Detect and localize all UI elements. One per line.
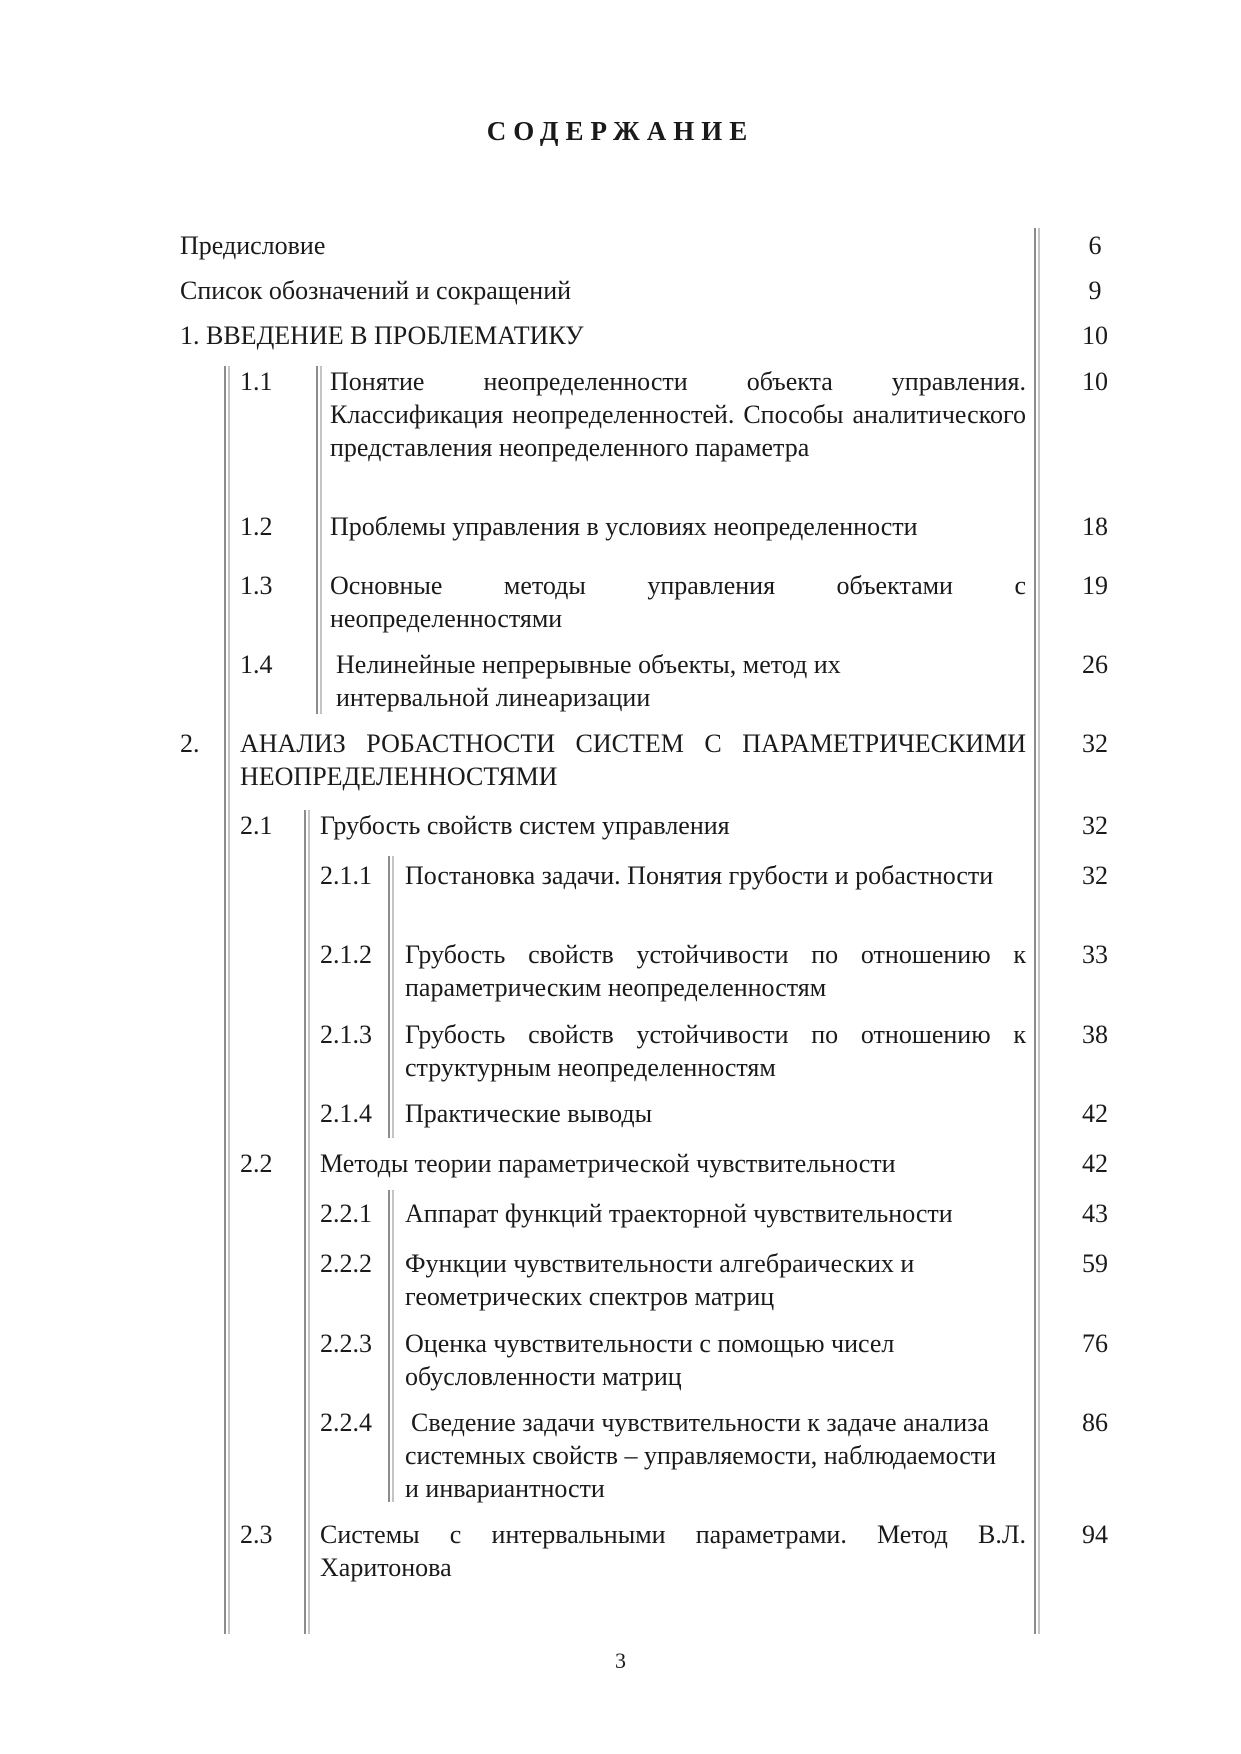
toc-entry-number: 2. xyxy=(180,729,200,758)
toc-entry-page: 18 xyxy=(1082,512,1108,541)
toc-entry-text: Основные методы управления объектами с неопределенностями xyxy=(330,571,1026,633)
toc-entry-number: 2.2.2 xyxy=(320,1249,372,1278)
toc-entry-page: 38 xyxy=(1082,1020,1108,1049)
toc-entry-page: 76 xyxy=(1082,1329,1108,1358)
toc-entry-text: Грубость свойств систем управления xyxy=(320,811,730,840)
toc-entry-text: Аппарат функций траекторной чувствительности xyxy=(405,1199,953,1228)
toc-entry-page: 33 xyxy=(1082,940,1108,969)
toc-entry-text: 1. ВВЕДЕНИЕ В ПРОБЛЕМАТИКУ xyxy=(180,321,584,350)
toc-entry-text: Системы с интервальными параметрами. Метод В.Л. Харитонова xyxy=(320,1520,1026,1582)
toc-entry-page: 32 xyxy=(1082,729,1108,758)
toc-entry-page: 9 xyxy=(1088,276,1102,305)
toc-entry-number: 2.1 xyxy=(240,811,273,840)
toc-entry-page: 32 xyxy=(1082,811,1108,840)
toc-entry-number: 2.2 xyxy=(240,1149,273,1178)
toc-entry-number: 2.3 xyxy=(240,1520,273,1549)
toc-entry-text: Проблемы управления в условиях неопределенности xyxy=(330,512,918,541)
toc-entry-number: 1.1 xyxy=(240,367,273,396)
level2-rule-upper xyxy=(316,366,318,714)
toc-entry-text: Практические выводы xyxy=(405,1099,653,1128)
toc-entry-page: 86 xyxy=(1082,1408,1108,1437)
toc-entry-number: 2.2.1 xyxy=(320,1199,372,1228)
toc-entry-text: Функции чувствительности алгебраических и геометрических спектров матриц xyxy=(405,1249,915,1311)
page-number: 3 xyxy=(615,1648,626,1673)
toc-entry-text: АНАЛИЗ РОБАСТНОСТИ СИСТЕМ С ПАРАМЕТРИЧЕСКИМИ НЕОПРЕДЕЛЕННОСТЯМИ xyxy=(240,729,1026,791)
level2-rule-lower xyxy=(304,810,306,1634)
toc-entry-page: 19 xyxy=(1082,571,1108,600)
toc-entry-page: 10 xyxy=(1082,321,1108,350)
level3-rule-a xyxy=(388,856,390,1138)
toc-entry-text: Методы теории параметрической чувствительности xyxy=(320,1149,896,1178)
toc-entry-number: 2.2.3 xyxy=(320,1329,372,1358)
page-column-rule xyxy=(1034,228,1036,1634)
toc-entry-number: 2.1.3 xyxy=(320,1020,372,1049)
toc-entry-number: 1.2 xyxy=(240,512,273,541)
toc-entry-page: 6 xyxy=(1088,231,1102,260)
toc-entry-page: 26 xyxy=(1082,650,1108,679)
page-title: СОДЕРЖАНИЕ xyxy=(486,116,755,146)
toc-entry-text: Оценка чувствительности с помощью чисел обусловленности матриц xyxy=(405,1329,895,1391)
toc-entry-page: 94 xyxy=(1082,1520,1108,1549)
toc-entry-page: 59 xyxy=(1082,1249,1108,1278)
toc-entry-number: 2.1.2 xyxy=(320,940,372,969)
toc-entry-number: 1.3 xyxy=(240,571,273,600)
toc-entry-text: Понятие неопределенности объекта управления. Классификация неопределенностей. Способы аналитического представления неопределенного параметра xyxy=(330,367,1026,462)
toc-entry-page: 42 xyxy=(1082,1099,1108,1128)
toc-entry-page: 42 xyxy=(1082,1149,1108,1178)
toc-entry-page: 10 xyxy=(1082,367,1108,396)
toc-entry-text: Грубость свойств устойчивости по отношению к параметрическим неопределенностям xyxy=(405,940,1026,1002)
toc-entry-text: Сведение задачи чувствительности к задаче анализа системных свойств – управляемости, наблюдаемости и инвариантности xyxy=(405,1408,997,1503)
toc-entry-text: Постановка задачи. Понятия грубости и робастности xyxy=(405,861,994,890)
toc-entry-number: 1.4 xyxy=(240,650,273,679)
toc-entry-page: 32 xyxy=(1082,861,1108,890)
toc-entry-text: Список обозначений и сокращений xyxy=(180,276,572,305)
toc-entry-text: Грубость свойств устойчивости по отношению к структурным неопределенностям xyxy=(405,1020,1026,1082)
toc-entry-number: 2.1.1 xyxy=(320,861,372,890)
toc-entry-text: Нелинейные непрерывные объекты, метод их интервальной линеаризации xyxy=(336,650,841,712)
toc-entry-page: 43 xyxy=(1082,1199,1108,1228)
toc-entry-text: Предисловие xyxy=(180,231,326,260)
toc-entry-number: 2.2.4 xyxy=(320,1408,372,1437)
toc-entry-number: 2.1.4 xyxy=(320,1099,372,1128)
level1-rule xyxy=(224,366,226,1634)
level3-rule-b xyxy=(388,1190,390,1502)
